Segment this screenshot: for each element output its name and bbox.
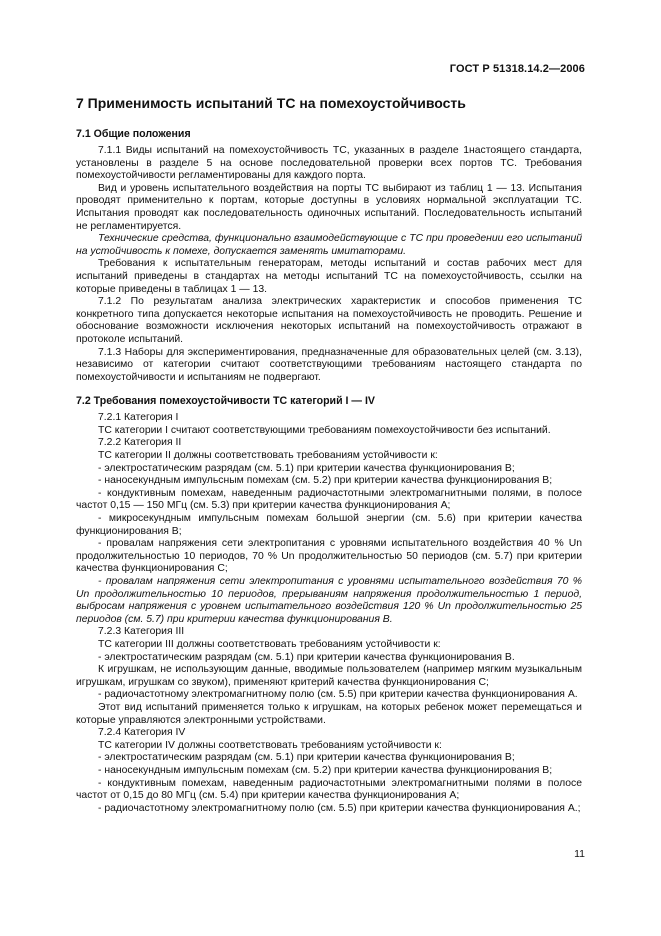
paragraph: Вид и уровень испытательного воздействия на порты ТС выбирают из таблиц 1 — 13. Испытания проводят применительно к портам, которые доступны в условиях нормальной эксплуатации ТС. Испытания проводят как последовательность одиночных испытаний. Последовательность испытаний не регламентируется. [76, 182, 582, 232]
paragraph: 7.2.4 Категория IV [98, 727, 186, 739]
document-header: ГОСТ Р 51318.14.2—2006 [449, 63, 585, 75]
paragraph: - электростатическим разрядам (см. 5.1) при критерии качества функционирования В; [98, 462, 515, 474]
paragraph: - электростатическим разрядам (см. 5.1) при критерии качества функционирования В; [98, 752, 515, 764]
paragraph: ТС категории I считают соответствующими требованиям помехоустойчивости без испытаний. [98, 424, 551, 436]
paragraph-7-1-3: 7.1.3 Наборы для экспериментирования, предназначенные для образовательных целей (см. 3.13), независимо от категории считают соответствующими требованиям настоящего стандарта по помехоустойчивости и испытаниям не подвергают. [76, 346, 582, 383]
paragraph: ТС категории III должны соответствовать требованиям устойчивости к: [98, 638, 441, 650]
paragraph: - провалам напряжения сети электропитания с уровнями испытательного воздействия 40 % Un продолжительностью 10 периодов, 70 % Un продолжительностью 50 периодов (см. 5.7) при критерии качества функционирования С; [76, 538, 582, 575]
paragraph: К игрушкам, не использующим данные, вводимые пользователем (например мягким музыкальным игрушкам, игрушкам со звуком), применяют критерий качества функционирования С; [76, 664, 582, 688]
paragraph: - электростатическим разрядам (см. 5.1) при критерии качества функционирования В. [98, 651, 515, 663]
paragraph: - наносекундным импульсным помехам (см. 5.2) при критерии качества функционирования В; [98, 764, 553, 776]
paragraph: - провалам напряжения сети электропитания с уровнями испытательного воздействия 70 % Un продолжительностью 10 периодов, прерываниям напряжения продолжительностью 1 период, выбросам напряжения с уровнем испытательного воздействия 120 % Un продолжительностью 25 периодов (см. 5.7) при критерии качества функционирования В. [76, 576, 582, 625]
paragraph: 7.2.3 Категория III [98, 626, 185, 638]
paragraph-italic: Технические средства, функционально взаимодействующие с ТС при проведении его испытаний на устойчивость к помехе, допускается заменять имитаторами. [76, 233, 582, 257]
subsection-7-2-body [76, 412, 582, 815]
paragraph: - радиочастотному электромагнитному полю (см. 5.5) при критерии качества функционирования А.; [98, 802, 581, 814]
paragraph: - микросекундным импульсным помехам большой энергии (см. 5.6) при критерии качества функционирования В; [76, 513, 582, 537]
paragraph: Требования к испытательным генераторам, методы испытаний и состав рабочих мест для испытаний приведены в стандартах на методы испытаний ТС на помехоустойчивость, ссылки на которые приведены в таблицах 1 — 13. [76, 258, 582, 295]
paragraph: ТС категории IV должны соответствовать требованиям устойчивости к: [98, 739, 442, 751]
paragraph-7-1-1: 7.1.1 Виды испытаний на помехоустойчивость ТС, указанных в разделе 1настоящего стандарта, установлены в разделе 5 на основе последовательной проверки всех портов ТС. Требования помехоустойчивости регламентированы для каждого порта. [76, 145, 582, 182]
section-title: 7 Применимость испытаний ТС на помехоустойчивость [76, 95, 466, 111]
paragraph: 7.2.1 Категория I [98, 412, 179, 424]
paragraph: - кондуктивным помехам, наведенным радиочастотными электромагнитными полями, в полосе частот 0,15 — 150 МГц (см. 5.3) при критерии качества функционирования А; [76, 487, 582, 512]
paragraph-7-1-2: 7.1.2 По результатам анализа электрических характеристик и способов применения ТС конкретного типа допускается некоторые испытания на помехоустойчивость не проводить. Решение и обоснование возможности исключения некоторых испытаний на помехоустойчивость отражают в протоколе испытаний. [76, 296, 582, 345]
paragraph: Этот вид испытаний применяется только к игрушкам, на которых ребенок может перемещаться и которые управляются электронными устройствами. [76, 701, 582, 726]
paragraph: 7.2.2 Категория II [98, 437, 182, 449]
subsection-title-7-2: 7.2 Требования помехоустойчивости ТС категорий I — IV [76, 395, 375, 408]
paragraph: - кондуктивным помехам, наведенным радиочастотными электромагнитными полями в полосе частот от 0,15 до 80 МГц (см. 5.4) при критерии качества функционирования А; [76, 777, 582, 802]
page-number: 11 [574, 848, 585, 860]
paragraph: - радиочастотному электромагнитному полю (см. 5.5) при критерии качества функционирования А. [98, 689, 578, 701]
document-body [76, 88, 582, 815]
paragraph: - наносекундным импульсным помехам (см. 5.2) при критерии качества функционирования В; [98, 475, 553, 487]
subsection-title-7-1: 7.1 Общие положения [76, 128, 191, 140]
paragraph: ТС категории II должны соответствовать требованиям устойчивости к: [98, 450, 438, 462]
